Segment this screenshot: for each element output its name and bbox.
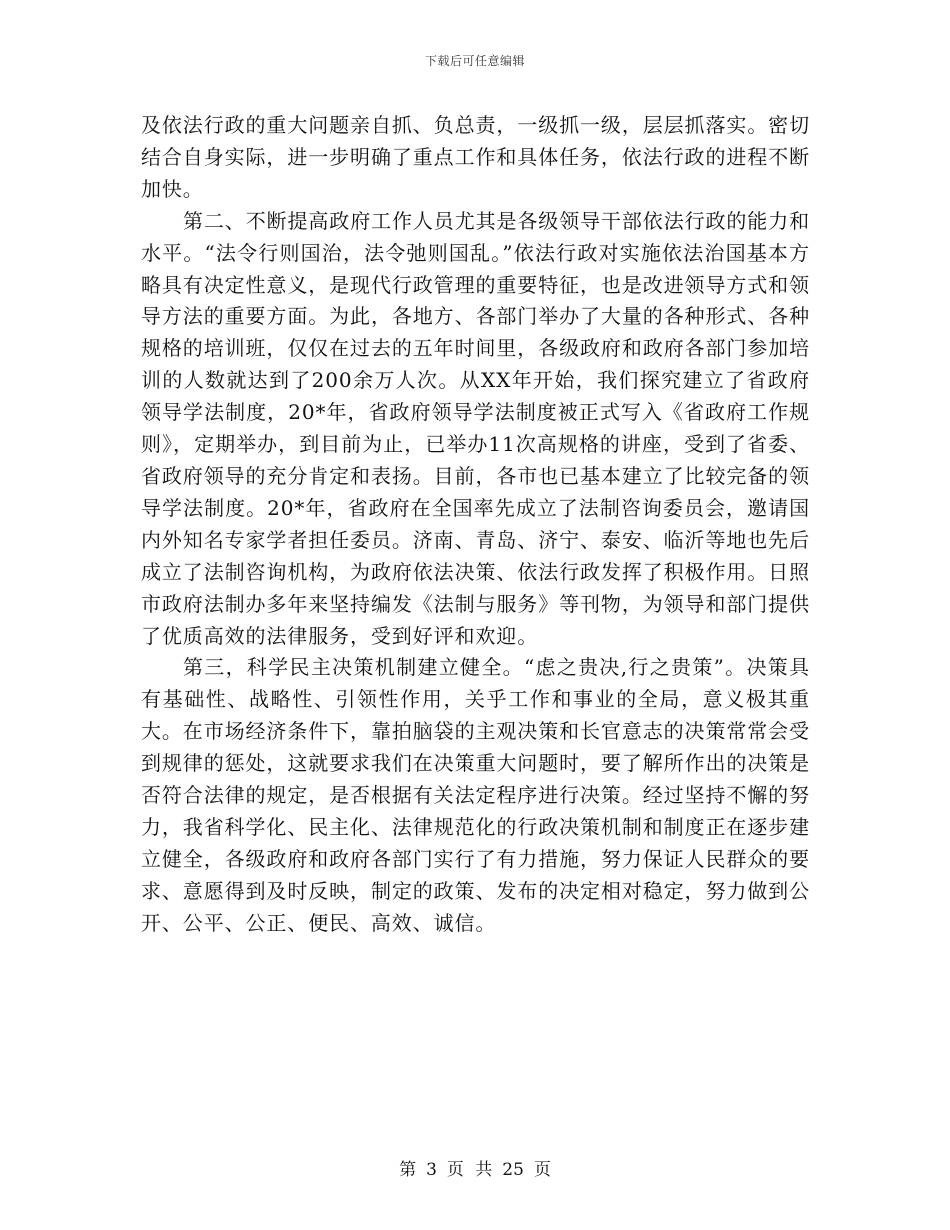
- footer-total-pages: 25: [502, 1160, 524, 1180]
- footer-page-number: 3: [426, 1160, 437, 1180]
- page-footer: [0, 1155, 950, 1180]
- paragraph-2: 第二、不断提高政府工作人员尤其是各级领导干部依法行政的能力和水平。“法令行则国治，法令弛则国乱。”依法行政对实施依法治国基本方略具有决定性意义，是现代行政管理的重要特征，也是改进领导方式和领导方法的重要方面。为此，各地方、各部门举办了大量的各种形式、各种规格的培训班，仅仅在过去的五年时间里，各级政府和政府各部门参加培训的人数就达到了200余万人次。从XX年开始，我们探究建立了省政府领导学法制度，20*年，省政府领导学法制度被正式写入《省政府工作规则》，定期举办，到目前为止，已举办11次高规格的讲座，受到了省委、省政府领导的充分肯定和表扬。目前，各市也已基本建立了比较完备的领导学法制度。20*年，省政府在全国率先成立了法制咨询委员会，邀请国内外知名专家学者担任委员。济南、青岛、济宁、泰安、临沂等地也先后成立了法制咨询机构，为政府依法决策、依法行政发挥了积极作用。日照市政府法制办多年来坚持编发《法制与服务》等刊物，为领导和部门提供了优质高效的法律服务，受到好评和欢迎。: [141, 208, 810, 648]
- footer-middle: 页 共: [446, 1160, 493, 1180]
- page-header: 下载后可任意编辑: [424, 54, 525, 68]
- paragraph-1: 及依法行政的重大问题亲自抓、负总责，一级抓一级，层层抓落实。密切结合自身实际，进一步明确了重点工作和具体任务，依法行政的进程不断加快。: [141, 113, 810, 201]
- footer-suffix: 页: [533, 1160, 551, 1180]
- footer-prefix: 第: [399, 1160, 417, 1180]
- document-body: [141, 110, 810, 940]
- paragraph-3: 第三，科学民主决策机制建立健全。“虑之贵决,行之贵策”。决策具有基础性、战略性、引领性作用，关乎工作和事业的全局，意义极其重大。在市场经济条件下，靠拍脑袋的主观决策和长官意志的决策常常会受到规律的惩处，这就要求我们在决策重大问题时，要了解所作出的决策是否符合法律的规定，是否根据有关法定程序进行决策。经过坚持不懈的努力，我省科学化、民主化、法律规范化的行政决策机制和制度正在逐步建立健全，各级政府和政府各部门实行了有力措施，努力保证人民群众的要求、意愿得到及时反映，制定的政策、发布的决定相对稳定，努力做到公开、公平、公正、便民、高效、诚信。: [141, 655, 810, 935]
